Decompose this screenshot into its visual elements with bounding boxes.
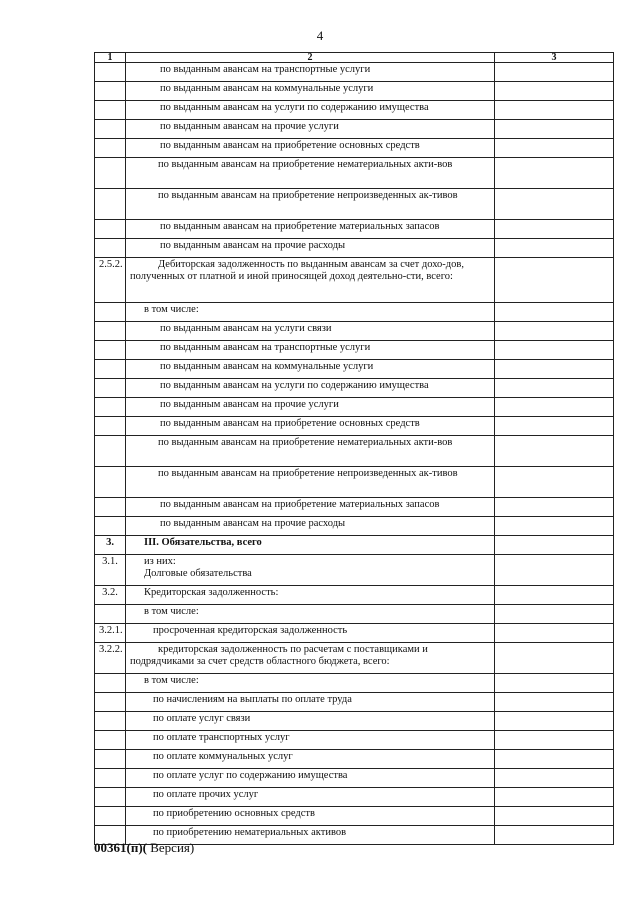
row-description: по начислениям на выплаты по оплате труда (126, 693, 495, 712)
row-number (95, 63, 126, 82)
row-description: по выданным авансам на приобретение основных средств (126, 139, 495, 158)
row-value (495, 139, 614, 158)
row-number (95, 139, 126, 158)
row-value (495, 360, 614, 379)
row-value (495, 158, 614, 189)
row-number (95, 341, 126, 360)
row-description: по оплате прочих услуг (126, 788, 495, 807)
row-value (495, 498, 614, 517)
table-row (95, 139, 614, 158)
row-description: по оплате коммунальных услуг (126, 750, 495, 769)
table-row (95, 517, 614, 536)
row-number: 2.5.2. (95, 258, 126, 303)
row-number (95, 239, 126, 258)
row-number (95, 788, 126, 807)
row-value (495, 398, 614, 417)
row-description: в том числе: (126, 674, 495, 693)
row-description: по выданным авансам на приобретение материальных запасов (126, 220, 495, 239)
row-number (95, 674, 126, 693)
row-value (495, 750, 614, 769)
table-row (95, 303, 614, 322)
row-description: по выданным авансам на прочие услуги (126, 120, 495, 139)
row-value (495, 693, 614, 712)
row-number: 3.2.1. (95, 624, 126, 643)
row-number (95, 605, 126, 624)
row-number (95, 417, 126, 436)
row-number (95, 769, 126, 788)
row-description: по выданным авансам на транспортные услуги (126, 63, 495, 82)
table-body (95, 63, 614, 845)
table-row (95, 605, 614, 624)
row-value (495, 517, 614, 536)
row-description: по выданным авансам на услуги по содержанию имущества (126, 379, 495, 398)
row-number: 3. (95, 536, 126, 555)
row-number (95, 189, 126, 220)
row-description: по оплате транспортных услуг (126, 731, 495, 750)
row-description: кредиторская задолженность по расчетам с поставщиками и подрядчиками за счет средств областного бюджета, всего: (126, 643, 495, 674)
header-row (95, 53, 614, 63)
footer-version: Версия) (146, 840, 195, 855)
header-col-2: 2 (126, 53, 495, 63)
row-value (495, 467, 614, 498)
row-value (495, 807, 614, 826)
row-number (95, 360, 126, 379)
row-description: по приобретению основных средств (126, 807, 495, 826)
row-number (95, 693, 126, 712)
row-value (495, 674, 614, 693)
table-row (95, 189, 614, 220)
row-description: по выданным авансам на приобретение материальных запасов (126, 498, 495, 517)
row-number (95, 120, 126, 139)
report-table (94, 52, 614, 845)
table-row (95, 239, 614, 258)
table-row (95, 643, 614, 674)
row-number (95, 158, 126, 189)
row-value (495, 712, 614, 731)
row-number (95, 82, 126, 101)
row-value (495, 322, 614, 341)
row-number (95, 498, 126, 517)
table-row (95, 398, 614, 417)
row-description: по выданным авансам на коммунальные услуги (126, 82, 495, 101)
row-number (95, 731, 126, 750)
row-number (95, 101, 126, 120)
row-value (495, 258, 614, 303)
table-row (95, 498, 614, 517)
row-value (495, 731, 614, 750)
table-row (95, 341, 614, 360)
row-description: просроченная кредиторская задолженность (126, 624, 495, 643)
table-row (95, 436, 614, 467)
row-description: по выданным авансам на приобретение нематериальных акти-вов (126, 158, 495, 189)
table-row (95, 624, 614, 643)
row-value (495, 417, 614, 436)
row-value (495, 239, 614, 258)
row-value (495, 101, 614, 120)
table-row (95, 258, 614, 303)
row-value (495, 826, 614, 845)
row-description: по выданным авансам на прочие услуги (126, 398, 495, 417)
table-row (95, 63, 614, 82)
table-row (95, 769, 614, 788)
row-number (95, 303, 126, 322)
row-value (495, 624, 614, 643)
row-description: по выданным авансам на прочие расходы (126, 239, 495, 258)
row-value (495, 341, 614, 360)
row-description: по выданным авансам на приобретение непроизведенных ак-тивов (126, 189, 495, 220)
row-number: 3.2. (95, 586, 126, 605)
header-col-3: 3 (495, 53, 614, 63)
table-row (95, 322, 614, 341)
row-value (495, 436, 614, 467)
table-row (95, 555, 614, 586)
row-number (95, 379, 126, 398)
row-number (95, 750, 126, 769)
row-description: по приобретению нематериальных активов (126, 826, 495, 845)
row-value (495, 769, 614, 788)
table-row (95, 536, 614, 555)
row-description: по выданным авансам на услуги по содержанию имущества (126, 101, 495, 120)
table-row (95, 788, 614, 807)
header-col-1: 1 (95, 53, 126, 63)
table-row (95, 379, 614, 398)
table-row (95, 712, 614, 731)
table-row (95, 674, 614, 693)
row-description: по выданным авансам на приобретение основных средств (126, 417, 495, 436)
row-value (495, 605, 614, 624)
table-row (95, 158, 614, 189)
row-number (95, 517, 126, 536)
row-number: 3.2.2. (95, 643, 126, 674)
row-number (95, 712, 126, 731)
row-number (95, 807, 126, 826)
row-value (495, 788, 614, 807)
row-value (495, 120, 614, 139)
row-description: Кредиторская задолженность: (126, 586, 495, 605)
row-number (95, 220, 126, 239)
table-row (95, 467, 614, 498)
footer-code: 00361(п)( (94, 840, 147, 855)
row-description: по оплате услуг связи (126, 712, 495, 731)
table-row (95, 693, 614, 712)
row-value (495, 303, 614, 322)
row-number: 3.1. (95, 555, 126, 586)
row-value (495, 220, 614, 239)
table-row (95, 807, 614, 826)
row-description: в том числе: (126, 303, 495, 322)
row-description: в том числе: (126, 605, 495, 624)
row-description: Дебиторская задолженность по выданным авансам за счет дохо-дов, полученных от платной и иной приносящей доход деятельно-сти, всего: (126, 258, 495, 303)
row-description: по выданным авансам на прочие расходы (126, 517, 495, 536)
row-description: по выданным авансам на коммунальные услуги (126, 360, 495, 379)
row-description: III. Обязательства, всего (126, 536, 495, 555)
row-value (495, 555, 614, 586)
row-number (95, 467, 126, 498)
row-number (95, 436, 126, 467)
row-number (95, 322, 126, 341)
table-row (95, 82, 614, 101)
row-description: из них: Долговые обязательства (126, 555, 495, 586)
row-value (495, 189, 614, 220)
table-row (95, 220, 614, 239)
table-row (95, 360, 614, 379)
row-value (495, 379, 614, 398)
document-footer (94, 840, 194, 856)
row-value (495, 63, 614, 82)
row-description: по выданным авансам на приобретение непроизведенных ак-тивов (126, 467, 495, 498)
row-description: по выданным авансам на услуги связи (126, 322, 495, 341)
row-value (495, 82, 614, 101)
table-row (95, 417, 614, 436)
table-row (95, 586, 614, 605)
table-row (95, 101, 614, 120)
row-value (495, 586, 614, 605)
row-description: по выданным авансам на транспортные услуги (126, 341, 495, 360)
row-value (495, 536, 614, 555)
table-row (95, 120, 614, 139)
page-number: 4 (316, 28, 324, 43)
row-description: по оплате услуг по содержанию имущества (126, 769, 495, 788)
row-value (495, 643, 614, 674)
table-row (95, 750, 614, 769)
table-row (95, 731, 614, 750)
row-number (95, 398, 126, 417)
row-description: по выданным авансам на приобретение нематериальных акти-вов (126, 436, 495, 467)
